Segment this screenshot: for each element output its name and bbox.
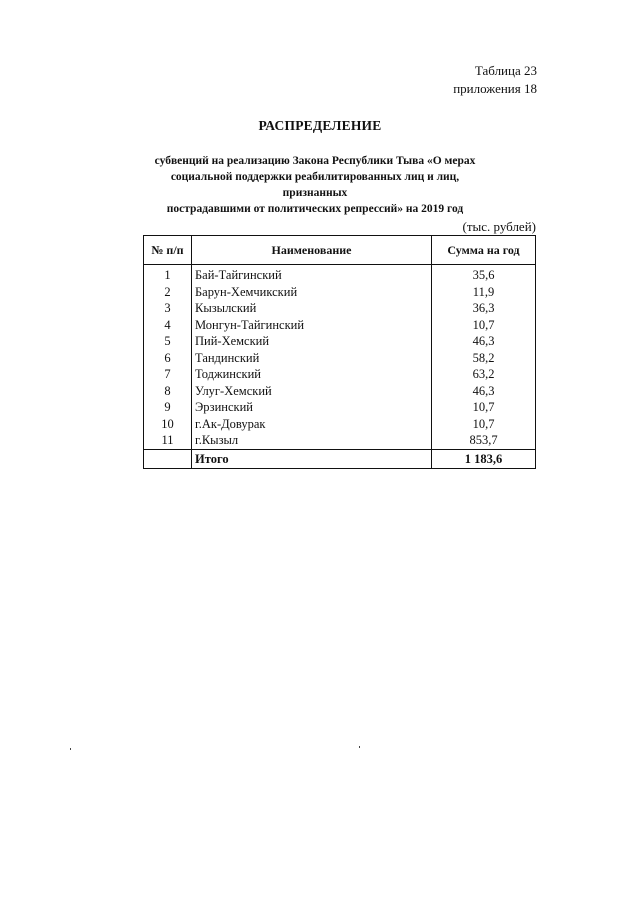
row-number: 4 xyxy=(144,317,192,334)
row-sum: 46,3 xyxy=(432,333,536,350)
reference-appendix: приложения 18 xyxy=(453,81,537,96)
row-name: Монгун-Тайгинский xyxy=(192,317,432,334)
row-name: Бай-Тайгинский xyxy=(192,265,432,284)
row-name: Кызылский xyxy=(192,300,432,317)
total-label: Итого xyxy=(192,449,432,468)
column-header-sum: Сумма на год xyxy=(432,236,536,265)
column-header-name: Наименование xyxy=(192,236,432,265)
table-row xyxy=(144,399,536,416)
row-name: Эрзинский xyxy=(192,399,432,416)
table-row xyxy=(144,333,536,350)
row-name: Барун-Хемчикский xyxy=(192,284,432,301)
table-row xyxy=(144,350,536,367)
row-sum: 35,6 xyxy=(432,265,536,284)
row-sum: 853,7 xyxy=(432,432,536,449)
row-number: 10 xyxy=(144,416,192,433)
distribution-table xyxy=(143,235,536,469)
table-row xyxy=(144,432,536,449)
units-label: (тыс. рублей) xyxy=(462,219,536,234)
row-sum: 46,3 xyxy=(432,383,536,400)
row-number: 9 xyxy=(144,399,192,416)
row-sum: 63,2 xyxy=(432,366,536,383)
row-name: г.Кызыл xyxy=(192,432,432,449)
row-name: Пий-Хемский xyxy=(192,333,432,350)
page-subtitle xyxy=(145,153,485,217)
row-name: г.Ак-Довурак xyxy=(192,416,432,433)
subtitle-line: субвенций на реализацию Закона Республики Тыва «О мерах xyxy=(154,155,476,167)
table-reference xyxy=(453,62,537,98)
table-row xyxy=(144,265,536,284)
row-sum: 10,7 xyxy=(432,416,536,433)
table-row xyxy=(144,284,536,301)
row-number: 2 xyxy=(144,284,192,301)
column-header-number: № п/п xyxy=(144,236,192,265)
row-number: 7 xyxy=(144,366,192,383)
row-sum: 36,3 xyxy=(432,300,536,317)
row-name: Тоджинский xyxy=(192,366,432,383)
total-sum: 1 183,6 xyxy=(432,449,536,468)
table-row xyxy=(144,416,536,433)
row-name: Тандинский xyxy=(192,350,432,367)
table-row xyxy=(144,317,536,334)
row-name: Улуг-Хемский xyxy=(192,383,432,400)
row-number: 3 xyxy=(144,300,192,317)
table-row xyxy=(144,383,536,400)
table-row xyxy=(144,366,536,383)
subtitle-line: пострадавшими от политических репрессий» на 2019 год xyxy=(166,203,464,215)
row-sum: 58,2 xyxy=(432,350,536,367)
subtitle-line: социальной поддержки реабилитированных лиц и лиц, признанных xyxy=(170,171,460,199)
row-sum: 10,7 xyxy=(432,317,536,334)
total-number-cell xyxy=(144,449,192,468)
reference-table-number: Таблица 23 xyxy=(474,63,537,78)
row-sum: 11,9 xyxy=(432,284,536,301)
row-number: 8 xyxy=(144,383,192,400)
row-number: 1 xyxy=(144,265,192,284)
page-title: РАСПРЕДЕЛЕНИЕ xyxy=(258,118,382,133)
row-number: 11 xyxy=(144,432,192,449)
scan-speck xyxy=(70,748,71,750)
row-number: 5 xyxy=(144,333,192,350)
table-header-row xyxy=(144,236,536,265)
table-total-row xyxy=(144,449,536,468)
row-number: 6 xyxy=(144,350,192,367)
table-row xyxy=(144,300,536,317)
scan-speck xyxy=(359,746,360,748)
row-sum: 10,7 xyxy=(432,399,536,416)
